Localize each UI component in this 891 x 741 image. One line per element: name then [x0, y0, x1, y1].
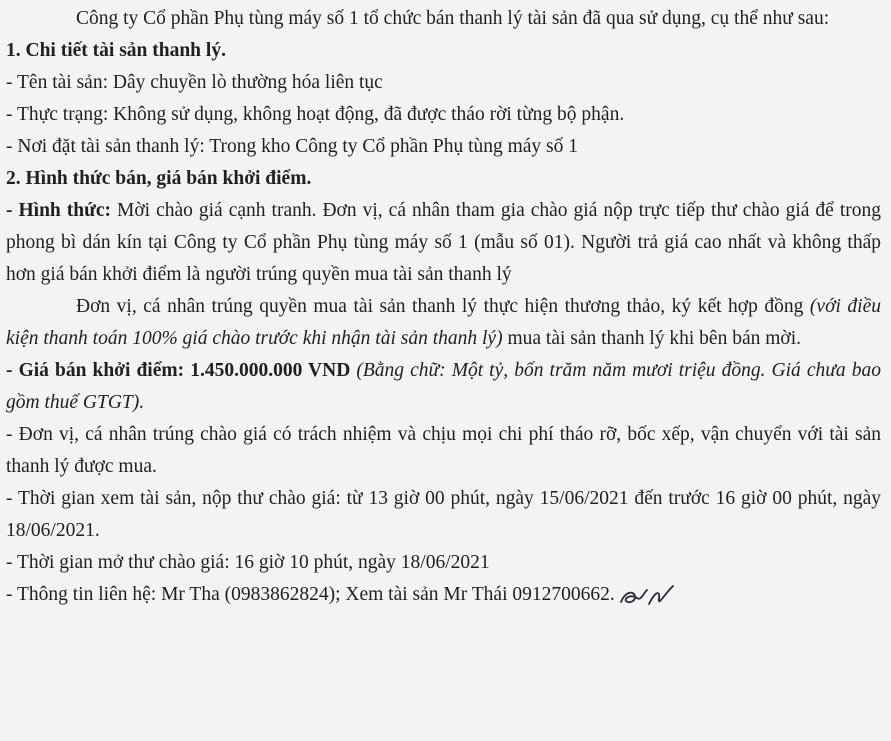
- section2-heading: [6, 163, 881, 195]
- asset-condition-line: - Thực trạng: Không sử dụng, không hoạt động, đã được tháo rời từng bộ phận.: [6, 104, 625, 125]
- negotiation-pre: Đơn vị, cá nhân trúng quyền mua tài sản thanh lý thực hiện thương thảo, ký kết hợp đồng: [76, 296, 810, 317]
- section1-heading-text: 1. Chi tiết tài sản thanh lý.: [6, 40, 226, 61]
- negotiation-condition: (với điều kiện thanh toán 100% giá chào trước khi nhận tài sản thanh lý): [6, 296, 881, 349]
- sale-form-text: Mời chào giá cạnh tranh. Đơn vị, cá nhân tham gia chào giá nộp trực tiếp thư chào giá để trong phong bì dán kín tại Công ty Cổ phần Phụ tùng máy số 1 (mẫu số 01). Người trả giá cao nhất và không thấp hơn giá bán khởi điểm là người trúng quyền mua tài sản thanh lý: [6, 200, 881, 285]
- negotiation-paragraph: [6, 291, 881, 355]
- asset-name-line: - Tên tài sản: Dây chuyền lò thường hóa liên tục: [6, 72, 383, 93]
- negotiation-post: mua tài sản thanh lý khi bên bán mời.: [502, 328, 802, 349]
- contact-text: - Thông tin liên hệ: Mr Tha (0983862824); Xem tài sản Mr Thái 0912700662.: [6, 584, 615, 605]
- viewing-time-paragraph: - Thời gian xem tài sản, nộp thư chào giá: từ 13 giờ 00 phút, ngày 15/06/2021 đến trước 16 giờ 00 phút, ngày 18/06/2021.: [6, 488, 881, 541]
- costs-paragraph: - Đơn vị, cá nhân trúng chào giá có trách nhiệm và chịu mọi chi phí tháo rỡ, bốc xếp, vận chuyển với tài sản thanh lý được mua.: [6, 424, 881, 477]
- starting-price-paragraph: [6, 355, 881, 419]
- sale-form-paragraph: [6, 195, 881, 291]
- contact-line: [6, 579, 881, 611]
- opening-time-line: - Thời gian mở thư chào giá: 16 giờ 10 phút, ngày 18/06/2021: [6, 552, 490, 573]
- section2-heading-text: 2. Hình thức bán, giá bán khởi điểm.: [6, 168, 312, 189]
- section1-heading: [6, 35, 881, 67]
- intro-paragraph: Công ty Cổ phần Phụ tùng máy số 1 tổ chức bán thanh lý tài sản đã qua sử dụng, cụ thể như sau:: [76, 8, 830, 29]
- asset-location-line: - Nơi đặt tài sản thanh lý: Trong kho Công ty Cổ phần Phụ tùng máy số 1: [6, 136, 579, 157]
- signature-initials-icon: [617, 582, 687, 610]
- starting-price-label: - Giá bán khởi điểm: 1.450.000.000 VND: [6, 360, 351, 381]
- sale-form-label: - Hình thức:: [6, 200, 111, 221]
- starting-price-in-words: (Bằng chữ: Một tỷ, bốn trăm năm mươi triệu đồng. Giá chưa bao gồm thuế GTGT).: [6, 360, 881, 413]
